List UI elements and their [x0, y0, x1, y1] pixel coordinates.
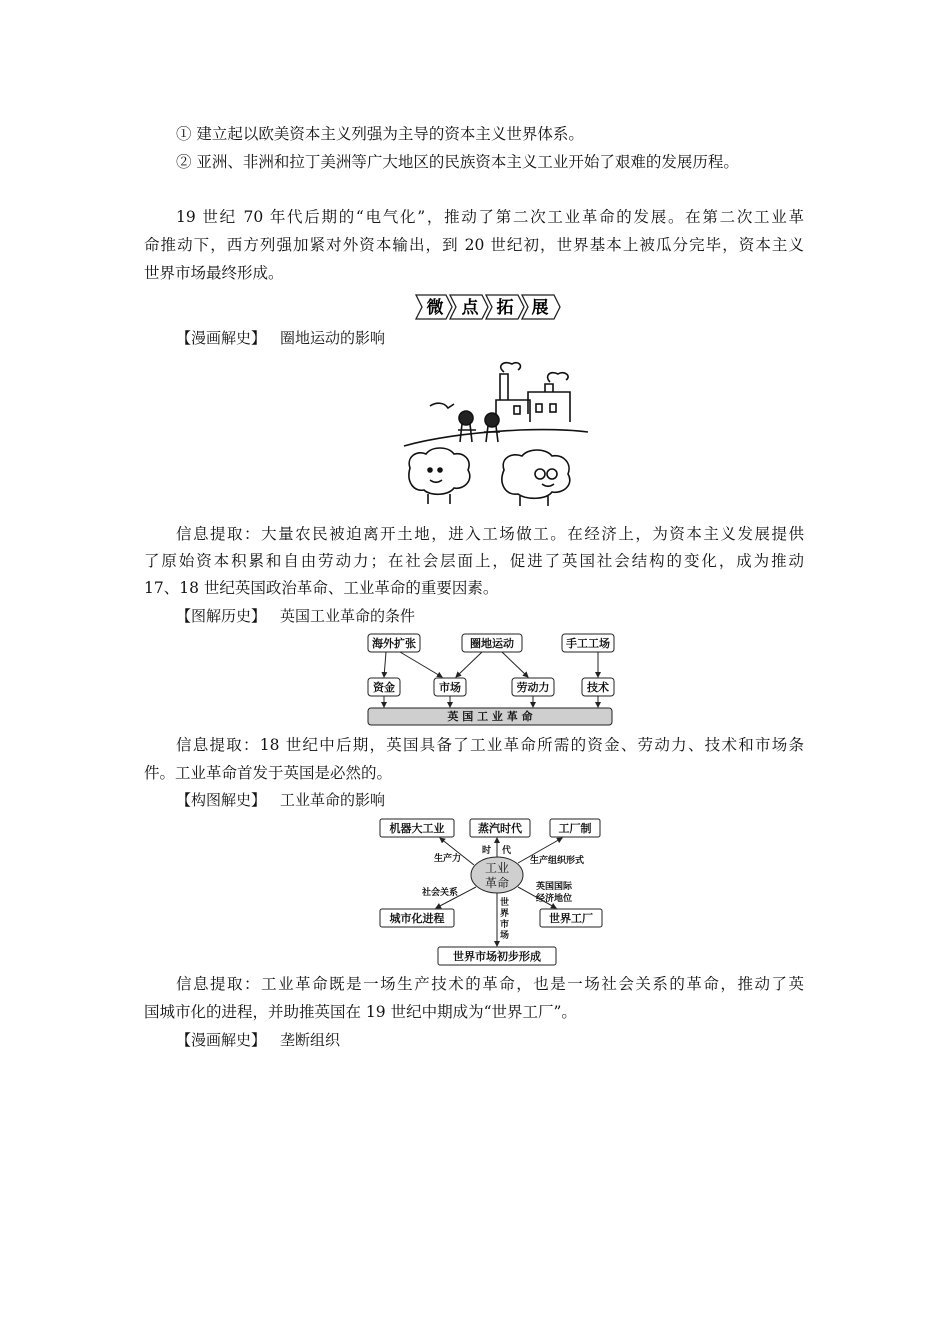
intro-item-2: ② 亚洲、非洲和拉丁美洲等广大地区的民族资本主义工业开始了艰难的发展历程。: [176, 153, 739, 171]
edge-label-market-1: 世: [500, 898, 510, 908]
label-enclosure: 圈地运动: [470, 637, 514, 650]
label-capital: 资金: [373, 681, 395, 694]
edge-label-shi: 时: [482, 846, 492, 856]
label-urbanization: 城市化进程: [389, 912, 445, 925]
edge-label-intl-status-2: 经济地位: [536, 894, 573, 904]
edge-label-social-relations: 社会关系: [422, 888, 459, 898]
label-market: 市场: [439, 681, 461, 694]
section4-heading: [176, 1030, 340, 1050]
section2-title: 英国工业革命的条件: [280, 607, 416, 625]
edge-label-intl-status-1: 英国国际: [536, 882, 573, 892]
banner-char-1: 微: [426, 298, 444, 318]
label-workshop: 手工工场: [566, 637, 610, 650]
label-machine-industry: 机器大工业: [389, 822, 445, 835]
section3-heading: [176, 790, 385, 810]
center-label-line-2: 革命: [484, 876, 510, 890]
center-label-line-1: 工业: [484, 861, 510, 875]
section2-info-line-2: 件。工业革命首发于英国是必然的。: [144, 764, 393, 782]
impact-diagram: [376, 815, 608, 967]
conditions-diagram: [366, 632, 616, 728]
label-world-factory: 世界工厂: [549, 912, 593, 925]
label-overseas-expansion: 海外扩张: [372, 637, 416, 650]
label-technology: 技术: [587, 681, 609, 694]
intro-item-1: ① 建立起以欧美资本主义列强为主导的资本主义世界体系。: [176, 125, 584, 143]
label-factory-system: 工厂制: [558, 822, 592, 835]
edge-label-market-4: 场: [500, 931, 510, 941]
section2-info-line-1: 信息提取：18 世纪中后期，英国具备了工业革命所需的资金、劳动力、技术和市场条: [176, 736, 804, 754]
edge-label-market-2: 界: [500, 909, 510, 919]
section2-tag: 【图解历史】: [176, 607, 267, 625]
banner-char-2: 点: [461, 298, 479, 318]
label-steam-age: 蒸汽时代: [478, 822, 522, 835]
banner-char-4: 展: [531, 298, 549, 318]
section3-title: 工业革命的影响: [280, 791, 386, 809]
edge-label-productivity: 生产力: [434, 854, 462, 864]
section2-heading: [176, 606, 415, 626]
section1-info-line-2: 了原始资本积累和自由劳动力；在社会层面上，促进了英国社会结构的变化，成为推动: [144, 552, 804, 570]
section4-title: 垄断组织: [280, 1031, 341, 1049]
edge-label-market-3: 市: [500, 920, 510, 930]
label-labor: 劳动力: [516, 681, 550, 694]
section1-info-line-1: 信息提取：大量农民被迫离开土地，进入工场做工。在经济上，为资本主义发展提供: [176, 525, 804, 543]
section3-tag: 【构图解史】: [176, 791, 267, 809]
label-industrial-revolution: 英 国 工 业 革 命: [447, 710, 533, 723]
edge-label-dai: 代: [502, 846, 512, 856]
banner-char-3: 拓: [496, 298, 514, 318]
section1-info-line-3: 17、18 世纪英国政治革命、工业革命的重要因素。: [144, 579, 499, 597]
para1-line-3: 世界市场最终形成。: [144, 264, 284, 282]
enclosure-cartoon: [400, 358, 590, 510]
section3-info-line-1: 信息提取：工业革命既是一场生产技术的革命，也是一场社会关系的革命，推动了英: [176, 975, 804, 993]
section1-title: 圈地运动的影响: [280, 329, 386, 347]
section3-info-line-2: 国城市化的进程，并助推英国在 19 世纪中期成为“世界工厂”。: [144, 1003, 577, 1021]
section1-heading: [176, 328, 385, 348]
section1-tag: 【漫画解史】: [176, 329, 267, 347]
edge-label-organization: 生产组织形式: [530, 856, 585, 866]
para1-line-1: 19 世纪 70 年代后期的“电气化”，推动了第二次工业革命的发展。在第二次工业革: [176, 208, 804, 226]
label-world-market: 世界市场初步形成: [453, 950, 541, 963]
section-banner: [414, 292, 564, 322]
section4-tag: 【漫画解史】: [176, 1031, 267, 1049]
para1-line-2: 命推动下，西方列强加紧对外资本输出，到 20 世纪初，世界基本上被瓜分完毕，资本主义: [144, 236, 804, 254]
